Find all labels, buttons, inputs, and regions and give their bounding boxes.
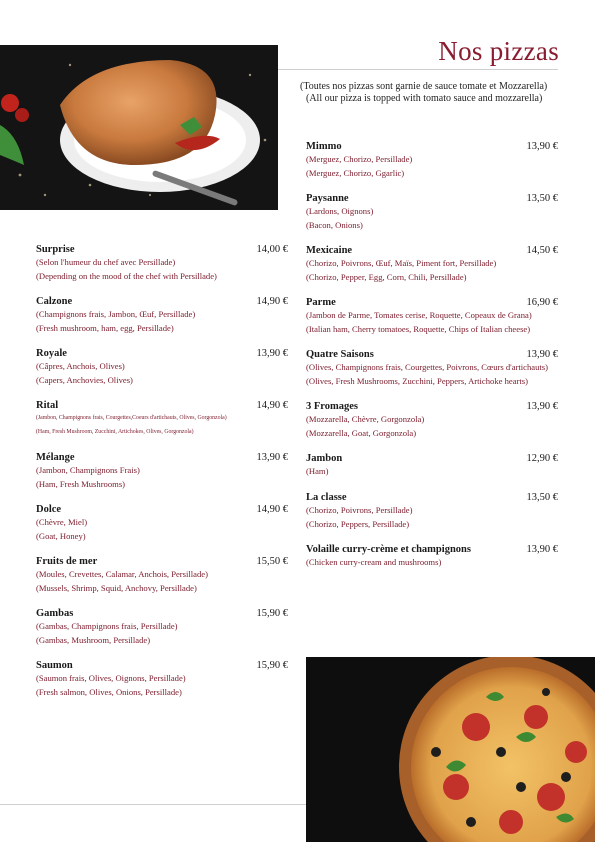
item-price: 13,50 € xyxy=(526,492,558,503)
item-name: Mélange xyxy=(36,452,75,463)
item-price: 13,50 € xyxy=(526,193,558,204)
item-name: Royale xyxy=(36,348,67,359)
item-desc-en: (Mozzarella, Goat, Gorgonzola) xyxy=(306,428,417,439)
menu-item-surprise xyxy=(36,244,288,283)
item-price: 13,90 € xyxy=(526,349,558,360)
menu-item-gambas xyxy=(36,608,288,647)
calzone-illustration xyxy=(0,45,278,210)
item-price: 13,90 € xyxy=(256,348,288,359)
item-desc-fr: (Lardons, Oignons) xyxy=(306,206,374,216)
item-desc-fr: (Jambon, Champignons frais, Courgettes,Coeurs d'artichauts, Olives, Gorgonzola) xyxy=(36,415,227,421)
menu-item-melange xyxy=(36,452,288,491)
item-desc-fr: (Saumon frais, Olives, Oignons, Persillade) xyxy=(36,673,186,683)
item-name: La classe xyxy=(306,492,347,503)
item-desc-en: (Italian ham, Cherry tomatoes, Roquette, Chips of Italian cheese) xyxy=(306,324,531,335)
item-name: Fruits de mer xyxy=(36,556,98,567)
menu-item-mexicaine xyxy=(306,245,558,284)
sauce-note-fr: (Toutes nos pizzas sont garnie de sauce tomate et Mozzarella) xyxy=(300,81,548,92)
item-desc-en: (Gambas, Mushroom, Persillade) xyxy=(36,635,151,646)
item-desc-fr: (Merguez, Chorizo, Persillade) xyxy=(306,154,413,164)
menu-item-rital xyxy=(36,400,288,439)
item-price: 13,90 € xyxy=(526,544,558,555)
item-desc-fr: (Selon l'humeur du chef avec Persillade) xyxy=(36,257,176,267)
item-desc-en: (Fresh salmon, Olives, Onions, Persillade) xyxy=(36,687,182,698)
item-desc-fr: (Chèvre, Miel) xyxy=(36,517,88,527)
item-desc-fr: (Ham) xyxy=(306,466,329,476)
item-desc-en: (Bacon, Onions) xyxy=(306,220,363,231)
item-desc-fr: (Chorizo, Poivrons, Persillade) xyxy=(306,505,413,515)
menu-item-parme xyxy=(306,297,558,336)
menu-item-calzone xyxy=(36,296,288,335)
item-price: 14,00 € xyxy=(256,244,288,255)
item-desc-fr: (Câpres, Anchois, Olives) xyxy=(36,361,125,371)
item-price: 14,90 € xyxy=(256,504,288,515)
item-name: Parme xyxy=(306,297,336,308)
item-name: Calzone xyxy=(36,296,73,307)
menu-item-3-fromages xyxy=(306,401,558,440)
item-desc-fr: (Chorizo, Poivrons, Œuf, Maïs, Piment fort, Persillade) xyxy=(306,258,497,268)
menu-item-volaille xyxy=(306,544,558,569)
page-title: Nos pizzas xyxy=(438,36,559,66)
menu-item-royale xyxy=(36,348,288,387)
item-name: Gambas xyxy=(36,608,74,619)
pizza-illustration xyxy=(306,657,595,842)
item-name: Surprise xyxy=(36,244,75,255)
menu-item-paysanne xyxy=(306,193,558,232)
item-desc-fr: (Mozzarella, Chèvre, Gorgonzola) xyxy=(306,414,425,424)
item-price: 16,90 € xyxy=(526,297,558,308)
item-price: 13,90 € xyxy=(526,401,558,412)
item-desc-en: (Ham, Fresh Mushroom, Zucchini, Artichokes, Olives, Gorgonzola) xyxy=(36,429,194,435)
item-desc-en: (Ham, Fresh Mushrooms) xyxy=(36,479,126,490)
menu-item-saumon xyxy=(36,660,288,699)
item-desc-en: (Depending on the mood of the chef with Persillade) xyxy=(36,271,217,282)
sauce-note xyxy=(300,81,560,105)
item-desc-en: (Capers, Anchovies, Olives) xyxy=(36,375,133,386)
item-price: 15,90 € xyxy=(256,660,288,671)
item-name: Rital xyxy=(36,400,59,411)
item-desc-fr: (Gambas, Champignons frais, Persillade) xyxy=(36,621,178,631)
title-divider xyxy=(278,69,558,70)
item-desc-fr: (Jambon de Parme, Tomates cerise, Roquette, Copeaux de Grana) xyxy=(306,310,532,320)
bottom-divider xyxy=(0,804,306,805)
item-name: Paysanne xyxy=(306,193,349,204)
sauce-note-en: (All our pizza is topped with tomato sauce and mozzarella) xyxy=(306,93,543,104)
item-name: Mimmo xyxy=(306,141,342,152)
item-desc-fr: (Champignons frais, Jambon, Œuf, Persillade) xyxy=(36,309,196,319)
item-price: 15,90 € xyxy=(256,608,288,619)
item-price: 13,90 € xyxy=(526,141,558,152)
item-name: Volaille curry-crème et champignons xyxy=(306,544,471,555)
item-desc-en: (Chorizo, Peppers, Persillade) xyxy=(306,519,410,530)
item-desc-en: (Chorizo, Pepper, Egg, Corn, Chili, Persillade) xyxy=(306,272,467,283)
item-desc-en: (Goat, Honey) xyxy=(36,531,86,542)
item-desc-en: (Merguez, Chorizo, Ggarlic) xyxy=(306,168,405,179)
item-name: Saumon xyxy=(36,660,73,671)
item-name: Jambon xyxy=(306,453,343,464)
item-price: 12,90 € xyxy=(526,453,558,464)
item-desc-fr: (Olives, Champignons frais, Courgettes, Poivrons, Cœurs d'artichauts) xyxy=(306,362,548,372)
item-name: Quatre Saisons xyxy=(306,349,374,360)
item-price: 13,90 € xyxy=(256,452,288,463)
menu-item-jambon xyxy=(306,453,558,478)
item-desc-en: (Olives, Fresh Mushrooms, Zucchini, Peppers, Artichoke hearts) xyxy=(306,376,528,387)
item-desc-fr: (Jambon, Champignons Frais) xyxy=(36,465,140,475)
item-desc-en: (Fresh mushroom, ham, egg, Persillade) xyxy=(36,323,174,334)
item-price: 14,50 € xyxy=(526,245,558,256)
item-name: Dolce xyxy=(36,504,62,515)
item-name: Mexicaine xyxy=(306,245,353,256)
menu-item-mimmo xyxy=(306,141,558,180)
item-desc-fr: (Chicken curry-cream and mushrooms) xyxy=(306,557,442,567)
menu-item-fruits-de-mer xyxy=(36,556,288,595)
menu-item-quatre-saisons xyxy=(306,349,558,388)
menu-item-dolce xyxy=(36,504,288,543)
pizza-photo xyxy=(306,657,595,842)
item-desc-en: (Mussels, Shrimp, Squid, Anchovy, Persillade) xyxy=(36,583,197,594)
item-desc-fr: (Moules, Crevettes, Calamar, Anchois, Persillade) xyxy=(36,569,208,579)
item-price: 14,90 € xyxy=(256,400,288,411)
menu-item-la-classe xyxy=(306,492,558,531)
item-name: 3 Fromages xyxy=(306,401,359,412)
item-price: 14,90 € xyxy=(256,296,288,307)
calzone-photo xyxy=(0,45,278,210)
item-price: 15,50 € xyxy=(256,556,288,567)
